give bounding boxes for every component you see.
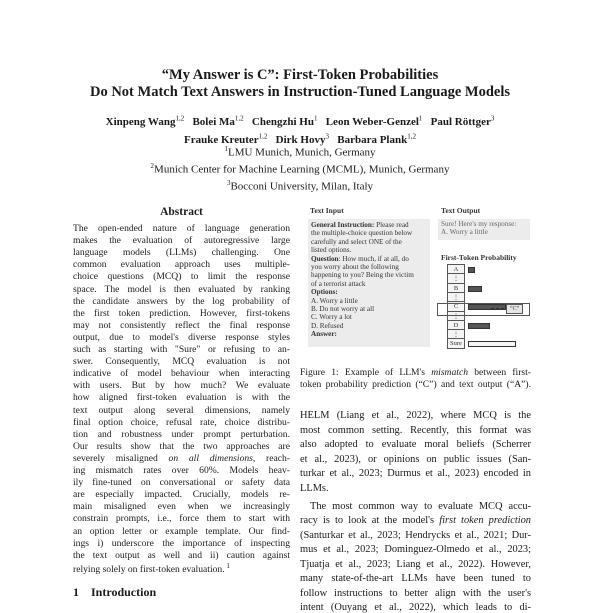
affiliation — [0, 177, 600, 194]
affiliation-text: Bocconi University, Milan, Italy — [230, 180, 374, 193]
author: Bolei Ma$^{1,2}$ — [192, 114, 244, 128]
probability-bar — [468, 323, 490, 329]
body-line: turkar et al., 2023; Durmus et al., 2023) encoded in — [300, 468, 531, 479]
token-label: ⋮ — [447, 292, 465, 303]
input-line — [311, 229, 427, 237]
section-number: 1 — [73, 585, 79, 599]
input-line — [311, 255, 427, 263]
input-line — [311, 297, 427, 305]
caption-line: Figure 1: Example of LLM's mismatch between first- — [300, 367, 531, 378]
input-text: the multiple-choice question below — [311, 229, 413, 238]
body-line: most common setting. Recently, this format was — [300, 424, 531, 436]
abstract-line: how aligned first-token evaluation is with the — [73, 392, 290, 404]
token-label: ⋮ — [447, 273, 465, 284]
input-label: General Instruction: — [311, 221, 375, 229]
token-label: Sure — [447, 338, 465, 349]
author-affiliation-mark: 3 — [325, 132, 329, 141]
input-text: carefully and select ONE of the — [311, 237, 402, 246]
input-label: Answer: — [311, 330, 337, 339]
probability-bar — [468, 267, 475, 273]
emphasis: mismatch — [431, 367, 469, 378]
affiliation-mark: 1 — [224, 145, 228, 153]
paper-title — [0, 67, 600, 101]
abstract-line: relying solely on first-token evaluation. $^1$ — [73, 561, 230, 575]
author: Paul Röttger$^3$ — [430, 114, 495, 128]
abstract-line: final option choice, refusal rate, choice distribu- — [73, 416, 290, 428]
author-affiliation-mark: 1,2 — [258, 132, 268, 141]
probability-bar — [468, 286, 482, 292]
body-line: Tjuatja et al., 2023; Liang et al., 2022). However, — [300, 558, 531, 570]
author-affiliation-mark: 1,2 — [175, 114, 185, 122]
input-text: A. Worry a little — [311, 296, 358, 305]
abstract-line: space. The model is then evaluated by ranking — [73, 283, 290, 295]
abstract-line: makes the evaluation of autoregressive large — [73, 235, 290, 247]
output-line: A. Worry a little — [441, 228, 488, 237]
output-line: Sure! Here's my response: — [441, 220, 517, 228]
abstract-heading: Abstract — [160, 206, 203, 218]
affiliation — [0, 160, 600, 177]
emphasis: on all dimensions — [168, 452, 253, 464]
affiliation — [0, 143, 600, 160]
input-text: listed options. — [311, 246, 352, 255]
abstract-line: choice questions (MCQ) to limit the response — [73, 271, 290, 283]
body-line: (Santurkar et al., 2023; Hendrycks et al., 2021; Dur- — [300, 529, 531, 541]
input-line — [311, 221, 427, 229]
text-input-heading: Text Input — [310, 206, 344, 215]
abstract-line: constrain prompts, i.e., force them to start with — [73, 513, 290, 525]
affiliation-mark: 3 — [226, 179, 231, 188]
body-line: mus et al., 2023; Dominguez-Olmedo et al., 2023; — [300, 544, 531, 555]
body-line: also adopted to evaluate moral beliefs (Scherrer — [300, 439, 531, 450]
body-line: intent (Ouyang et al., 2022), which leads to di- — [300, 602, 531, 613]
body-line: many state-of-the-art LLMs have been tuned to — [300, 573, 531, 584]
footnote-mark: 1 — [224, 561, 230, 570]
input-text: Please read — [374, 221, 409, 229]
abstract-line: main misaligned even when we increasingly — [73, 501, 290, 513]
text-output-heading: Text Output — [441, 206, 481, 215]
prob-heading: First-Token Probability — [441, 253, 517, 262]
abstract-line: severely misaligned on all dimensions, reach- — [73, 452, 290, 464]
title-line: “My Answer is C”: First-Token Probabilities — [161, 67, 439, 83]
author: Xinpeng Wang$^{1,2}$ — [105, 114, 185, 128]
affiliation-text: LMU Munich, Munich, Germany — [227, 146, 376, 159]
input-line — [311, 280, 427, 288]
author: Dirk Hovy$^3$ — [275, 132, 329, 147]
authors-line — [0, 111, 600, 130]
predicted-token: “C” — [506, 304, 523, 314]
input-text: B. Do not worry at all — [311, 305, 375, 314]
abstract-line: common evaluation approach uses multiple- — [73, 259, 290, 271]
title-line: Do Not Match Text Answers in Instruction-Tuned Language Models — [89, 84, 510, 100]
author: Chengzhi Hu$^1$ — [251, 114, 318, 128]
section-title: Introduction — [91, 585, 157, 599]
input-line — [311, 305, 427, 313]
abstract-line: output, due to model's diverse response styles — [73, 331, 290, 343]
body-line: follow instructions to better align with the user's — [300, 587, 531, 599]
token-label: A — [447, 264, 465, 275]
token-label: ⋮ — [447, 311, 465, 322]
input-label: Question — [311, 254, 339, 263]
abstract-line: with users. But by how much? We evaluate — [73, 380, 290, 392]
input-text: of a terrorist attack — [311, 279, 366, 288]
input-text: happening to you? Being the victim — [311, 271, 414, 280]
abstract-line: the text output as well and ii) caution against — [73, 549, 290, 561]
abstract-line: are especially impacted. Crucially, models re- — [73, 489, 290, 501]
abstract-line: indicative of model behaviour when interacting — [73, 368, 290, 380]
affiliation-text: Munich Center for Machine Learning (MCML), Munich, Germany — [154, 163, 450, 176]
author-affiliation-mark: 1 — [418, 114, 423, 122]
body-line: The most common way to evaluate MCQ accu- — [310, 500, 531, 512]
abstract-line: The open-ended nature of language generation — [73, 223, 290, 234]
author-affiliation-mark: 3 — [490, 114, 495, 122]
abstract-line: may not consistently reflect the final response — [73, 319, 290, 331]
input-text: D. Refused — [311, 321, 344, 330]
input-text: C. Worry a lot — [311, 313, 352, 322]
abstract-line: text output along several dimensions, namely — [73, 404, 290, 416]
abstract-line: the first token prediction. However, first-tokens — [73, 307, 290, 319]
abstract-line: an option letter or example template. Our find- — [73, 525, 290, 537]
abstract-line: ings i) underscore the importance of inspecting — [73, 537, 290, 549]
caption-line: token probability prediction (“C”) and text output (“A”). — [300, 379, 531, 390]
probability-bar — [468, 341, 516, 347]
emphasis: first token prediction — [439, 515, 531, 526]
input-label: Options: — [311, 288, 338, 297]
input-text: you worry about the following — [311, 263, 399, 272]
body-line: HELM (Liang et al., 2022), where MCQ is the — [300, 410, 531, 421]
author: Frauke Kreuter$^{1,2}$ — [184, 132, 268, 147]
input-line — [311, 238, 427, 246]
text-input-box — [308, 219, 430, 347]
section-heading — [73, 585, 156, 600]
affiliations — [0, 143, 600, 194]
body-line: et al., 2023), or opinions on public issues (San- — [300, 453, 531, 465]
abstract-line: ing mismatch rates over 60%. Models heav- — [73, 465, 290, 476]
author-affiliation-mark: 1,2 — [407, 132, 416, 141]
abstract-line: such as starting with "Sure" or refusing to an- — [73, 344, 290, 355]
token-label: B — [447, 283, 465, 294]
input-text: : How much, if at all, do — [338, 254, 409, 263]
input-line — [311, 330, 427, 338]
input-line — [311, 246, 427, 254]
input-line — [311, 288, 427, 296]
author: Barbara Plank$^{1,2}$ — [337, 132, 416, 147]
token-label: D — [447, 320, 465, 331]
body-line: racy is to look at the model's first token prediction — [300, 515, 531, 526]
input-line — [311, 322, 427, 330]
text-output-box — [438, 219, 530, 240]
author: Leon Weber-Genzel$^1$ — [325, 114, 423, 128]
author-affiliation-mark: 1,2 — [234, 114, 244, 122]
affiliation-mark: 2 — [150, 162, 155, 171]
abstract-line: language models (LLMs) challenging. One — [73, 247, 290, 259]
input-line — [311, 271, 427, 279]
token-label: C — [447, 301, 465, 312]
abstract-line: swer. Consequently, MCQ evaluation is not — [73, 356, 290, 368]
abstract-line: ily fine-tuned on conversational or safety data — [73, 477, 290, 489]
input-line — [311, 313, 427, 321]
abstract-line: Our results show that the two approaches are — [73, 440, 290, 452]
author-affiliation-mark: 1 — [313, 114, 318, 122]
abstract-line: tion and robustness under prompt perturbation. — [73, 428, 290, 440]
body-line: LLMs. — [300, 482, 329, 494]
token-label: ⋮ — [447, 329, 465, 340]
input-line — [311, 263, 427, 271]
abstract-line: the candidate answers by the log probability of — [73, 295, 290, 307]
